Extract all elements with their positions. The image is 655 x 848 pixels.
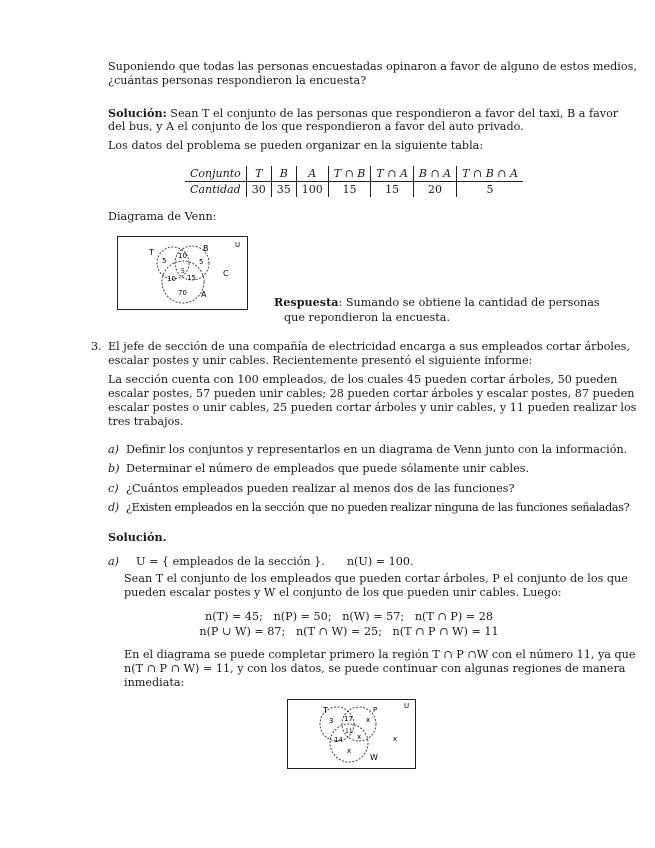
- list-item-label: b): [108, 462, 120, 475]
- table-header-row: [185, 166, 523, 182]
- solucion-1-line-1: [108, 106, 618, 121]
- table-cell: Cantidad: [190, 183, 241, 196]
- list-item: [108, 462, 529, 476]
- table-cell: 15: [371, 182, 414, 198]
- intro-line-1: Suponiendo que todas las personas encuestadas opinaron a favor de alguno de estos medios,: [108, 60, 637, 73]
- solucion-1-line-2: del bus, y A el conjunto de los que respondieron a favor del auto privado.: [108, 120, 524, 133]
- venn-1-region: 5: [181, 268, 185, 275]
- venn-2-label-t: T: [323, 706, 328, 715]
- report-line: escalar postes o unir cables, 25 pueden cortar árboles y unir cables, y 11 pueden realizar los: [108, 401, 637, 414]
- list-item-label: a): [108, 443, 120, 456]
- table-cell: 5: [457, 182, 523, 198]
- report-line: La sección cuenta con 100 empleados, de los cuales 45 pueden cortar árboles, 50 pueden: [108, 373, 618, 386]
- table-cell: 15: [328, 182, 371, 198]
- venn-diagram-1: [117, 236, 248, 310]
- intro-line-2: ¿cuántas personas respondieron la encuesta?: [108, 74, 367, 87]
- venn-1-region: 10: [178, 252, 187, 260]
- solucion-2-heading: [108, 530, 166, 545]
- venn-2-label-p: P: [373, 706, 378, 714]
- venn-2-region: x: [357, 733, 362, 741]
- venn-1-region: 15: [187, 274, 196, 282]
- table-cell: T: [246, 166, 271, 182]
- respuesta-line-2: que repondieron la encuesta.: [284, 311, 451, 324]
- venn-1-label-c: C: [223, 269, 229, 278]
- solucion-1-line-3: Los datos del problema se pueden organizar en la siguiente tabla:: [108, 139, 484, 152]
- list-item-text: ¿Existen empleados en la sección que no pueden realizar ninguna de las funciones señaladas?: [126, 501, 630, 514]
- universe-definition: U = { empleados de la sección }.: [136, 555, 325, 568]
- table-cell: 35: [271, 182, 296, 198]
- venn-2-label-w: W: [370, 753, 378, 762]
- problem-3-line-2: escalar postes y unir cables. Recientemente presentó el siguiente informe:: [108, 354, 533, 367]
- venn-1-label-u: U: [235, 241, 241, 249]
- table-cell: B ∩ A: [413, 166, 456, 182]
- venn-1-label-b: B: [203, 244, 209, 253]
- venn-2-region: x: [393, 735, 398, 743]
- list-item: [108, 482, 514, 496]
- venn-2-region: x: [347, 747, 352, 755]
- solucion-2-a-label: a): [108, 555, 120, 568]
- table-cell: Conjunto: [185, 166, 246, 182]
- equation-line-2: n(P ∪ W) = 87; n(T ∩ W) = 25; n(T ∩ P ∩ W) = 11: [199, 625, 499, 638]
- venn-2-label-u: U: [404, 702, 410, 710]
- solucion-2-text-2: pueden escalar postes y W el conjunto de los que pueden unir cables. Luego:: [124, 586, 562, 599]
- problem-3-number: 3.: [91, 340, 102, 353]
- venn-2-region: x: [366, 716, 371, 724]
- venn-1-label-a: A: [201, 290, 207, 299]
- table-cell: B: [271, 166, 296, 182]
- solucion-text-1: Sean T el conjunto de las personas que respondieron a favor del taxi, B a favor: [166, 107, 619, 120]
- solucion-2-text-4: n(T ∩ P ∩ W) = 11, y con los datos, se puede continuar con algunas regiones de manera: [124, 662, 626, 675]
- venn-1-label-t: T: [149, 248, 154, 257]
- list-item-text: Determinar el número de empleados que puede sólamente unir cables.: [126, 462, 530, 475]
- table-cell: T ∩ B ∩ A: [457, 166, 523, 182]
- venn-1-caption: Diagrama de Venn:: [108, 210, 217, 223]
- table-cell: 20: [413, 182, 456, 198]
- table-row: [185, 182, 523, 198]
- respuesta-label: Respuesta: [274, 295, 339, 309]
- table-cell: A: [296, 166, 328, 182]
- report-line: escalar postes, 57 pueden unir cables; 28 pueden cortar árboles y escalar postes, 87 pueden: [108, 387, 635, 400]
- respuesta-line-1: [274, 295, 600, 310]
- solucion-2-heading-text: Solución.: [108, 530, 167, 544]
- venn-2-region: 11: [345, 728, 353, 735]
- solucion-2-a-line: [108, 555, 414, 569]
- solucion-2-text-5: inmediata:: [124, 676, 185, 689]
- venn-2-region: 3: [329, 717, 334, 725]
- venn-1-region: 10: [167, 275, 176, 283]
- venn-diagram-2: [287, 699, 416, 769]
- venn-1-region: 70: [178, 289, 187, 297]
- universe-count: n(U) = 100.: [346, 555, 414, 568]
- list-item-label: d): [108, 501, 119, 514]
- solucion-2-text-1: Sean T el conjunto de los empleados que pueden cortar árboles, P el conjunto de los que: [124, 572, 628, 585]
- equation-line-1: n(T) = 45; n(P) = 50; n(W) = 57; n(T ∩ P) = 28: [205, 610, 493, 623]
- solucion-label: Solución:: [108, 106, 167, 120]
- table-cell: T ∩ A: [371, 166, 414, 182]
- problem-3-line-1: El jefe de sección de una compañía de electricidad encarga a sus empleados cortar árboles,: [108, 340, 630, 353]
- venn-1-region: 5: [199, 258, 204, 266]
- table-cell: 100: [296, 182, 328, 198]
- data-table: [185, 166, 523, 197]
- list-item-label: c): [108, 482, 119, 495]
- venn-1-region: 5: [162, 257, 167, 265]
- solucion-2-text-3: En el diagrama se puede completar primero la región T ∩ P ∩W con el número 11, ya que: [124, 648, 636, 661]
- list-item-text: Definir los conjuntos y representarlos en un diagrama de Venn junto con la información.: [126, 443, 628, 456]
- list-item-text: ¿Cuántos empleados pueden realizar al menos dos de las funciones?: [126, 482, 515, 495]
- report-line: tres trabajos.: [108, 415, 184, 428]
- table-cell: T ∩ B: [328, 166, 371, 182]
- venn-2-region: 17: [344, 715, 353, 723]
- list-item: [108, 443, 627, 457]
- list-item: [108, 501, 629, 515]
- table-cell: 30: [246, 182, 271, 198]
- venn-2-region: 14: [334, 736, 343, 744]
- respuesta-text-1: : Sumando se obtiene la cantidad de personas: [338, 296, 600, 309]
